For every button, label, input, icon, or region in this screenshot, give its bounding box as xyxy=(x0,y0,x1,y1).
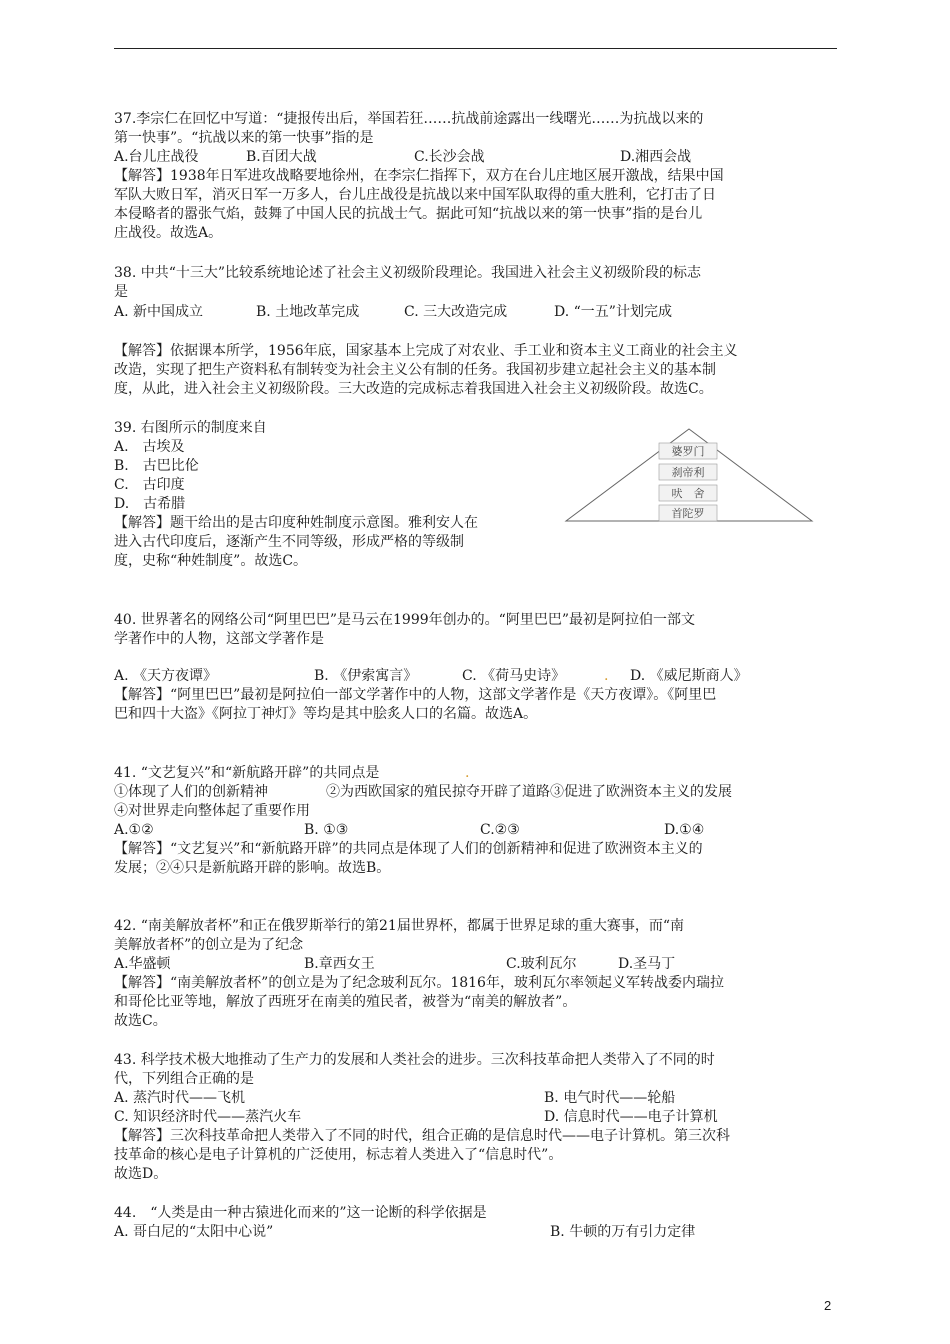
q41-answer: 发展；②④只是新航路开辟的影响。故选B。 xyxy=(114,860,391,876)
question-43 xyxy=(114,1051,839,1184)
q42-option-a: A.华盛顿 xyxy=(114,956,171,972)
q39-option-b: B. 古巴比伦 xyxy=(114,458,199,474)
q39-option-d: D. 古希腊 xyxy=(114,496,186,512)
q41-answer: 【解答】“文艺复兴”和“新航路开辟”的共同点是体现了人们的创新精神和促进了欧洲资本主义的 xyxy=(114,841,703,857)
q44-option-a: A. 哥白尼的“太阳中心说” xyxy=(114,1224,274,1240)
question-38 xyxy=(114,264,839,322)
question-42 xyxy=(114,917,839,1031)
q41-option-a: A.①② xyxy=(114,822,154,838)
q37-option-a: A.台儿庄战役 xyxy=(114,149,199,165)
q38-option-d: D. “一五”计划完成 xyxy=(554,304,672,320)
question-41 xyxy=(114,764,839,878)
q37-option-c: C.长沙会战 xyxy=(414,149,485,165)
q41-items-2-3: ②为西欧国家的殖民掠夺开辟了道路③促进了欧洲资本主义的发展 xyxy=(326,784,732,800)
q43-stem: 代，下列组合正确的是 xyxy=(114,1071,254,1087)
q39-answer: 进入古代印度后，逐渐产生不同等级，形成严格的等级制 xyxy=(114,534,464,550)
q38-answer: 【解答】依据课本所学，1956年底，国家基本上完成了对农业、手工业和资本主义工商业的社会主义 xyxy=(114,343,738,359)
pyramid-label-kshatriya: 刹帝利 xyxy=(671,466,705,479)
q40-option-c: C. 《荷马史诗》 xyxy=(462,668,566,684)
q41-item-4: ④对世界走向整体起了重要作用 xyxy=(114,803,310,819)
pyramid-label-brahmin: 婆罗门 xyxy=(671,445,705,458)
q43-answer: 技革命的核心是电子计算机的广泛使用，标志着人类进入了“信息时代”。 xyxy=(114,1147,563,1163)
pyramid-label-vaishya: 吠 舍 xyxy=(671,487,705,500)
q41-option-c: C.②③ xyxy=(480,822,520,838)
header-rule xyxy=(114,48,837,49)
q37-stem: 37.李宗仁在回忆中写道：“捷报传出后，举国若狂……抗战前途露出一线曙光……为抗战以来的 xyxy=(114,111,704,127)
pyramid-label-shudra: 首陀罗 xyxy=(671,507,705,520)
q37-stem: 第一快事”。“抗战以来的第一快事”指的是 xyxy=(114,130,374,146)
q37-answer: 庄战役。故选A。 xyxy=(114,225,223,241)
q40-answer: 巴和四十大盗》《阿拉丁神灯》等均是其中脍炙人口的名篇。故选A。 xyxy=(114,706,538,722)
question-40 xyxy=(114,611,839,649)
q38-answer: 度，从此，进入社会主义初级阶段。三大改造的完成标志着我国进入社会主义初级阶段。故选C。 xyxy=(114,381,713,397)
q43-option-c: C. 知识经济时代——蒸汽火车 xyxy=(114,1109,302,1125)
page-number: 2 xyxy=(824,1298,832,1313)
q42-option-c: C.玻利瓦尔 xyxy=(506,956,577,972)
question-37 xyxy=(114,110,839,243)
q40-options xyxy=(114,667,839,724)
q39-option-c: C. 古印度 xyxy=(114,477,185,493)
q43-option-d: D. 信息时代——电子计算机 xyxy=(544,1109,718,1125)
q42-stem: 42. “南美解放者杯”和正在俄罗斯举行的第21届世界杯，都属于世界足球的重大赛事，而“南 xyxy=(114,918,684,934)
q38-stem: 是 xyxy=(114,284,128,300)
q43-answer: 【解答】三次科技革命把人类带入了不同的时代，组合正确的是信息时代——电子计算机。第三次科 xyxy=(114,1128,730,1144)
q39-stem: 39. 右图所示的制度来自 xyxy=(114,420,267,436)
q38-answer: 改造，实现了把生产资料私有制转变为社会主义公有制的任务。我国初步建立起社会主义的基本制 xyxy=(114,362,716,378)
q37-option-d: D.湘西会战 xyxy=(620,149,692,165)
q41-option-d: D.①④ xyxy=(664,822,705,838)
q38-answer-block xyxy=(114,342,839,399)
q42-option-b: B.章西女王 xyxy=(304,956,375,972)
q44-stem: 44. “人类是由一种古猿进化而来的”这一论断的科学依据是 xyxy=(114,1205,487,1221)
q37-answer: 本侵略者的嚣张气焰，鼓舞了中国人民的抗战士气。据此可知“抗战以来的第一快事”指的是台儿 xyxy=(114,206,703,222)
q41-option-b: B. ①③ xyxy=(304,822,349,838)
q38-option-a: A. 新中国成立 xyxy=(114,304,204,320)
q40-answer: 【解答】“阿里巴巴”最初是阿拉伯一部文学著作中的人物，这部文学著作是《天方夜谭》。《阿里巴 xyxy=(114,687,717,703)
q41-dot: . xyxy=(465,765,470,781)
q37-answer: 【解答】1938年日军进攻战略要地徐州，在李宗仁指挥下，双方在台儿庄地区展开激战，结果中国 xyxy=(114,168,724,184)
q43-option-a: A. 蒸汽时代——飞机 xyxy=(114,1090,246,1106)
q42-stem: 美解放者杯”的创立是为了纪念 xyxy=(114,937,304,953)
q43-answer: 故选D。 xyxy=(114,1166,168,1182)
q40-option-a: A. 《天方夜谭》 xyxy=(114,668,218,684)
q42-answer: 和哥伦比亚等地，解放了西班牙在南美的殖民者，被誉为“南美的解放者”。 xyxy=(114,994,577,1010)
q42-option-d: D.圣马丁 xyxy=(618,956,676,972)
q40-option-b: B. 《伊索寓言》 xyxy=(314,668,418,684)
q41-item-1: ①体现了人们的创新精神 xyxy=(114,784,268,800)
q42-answer: 故选C。 xyxy=(114,1013,167,1029)
q38-option-c: C. 三大改造完成 xyxy=(404,304,508,320)
q40-stem: 40. 世界著名的网络公司“阿里巴巴”是马云在1999年创办的。“阿里巴巴”最初是阿拉伯一部文 xyxy=(114,612,695,628)
question-44 xyxy=(114,1204,839,1242)
q38-option-b: B. 土地改革完成 xyxy=(256,304,360,320)
q40-stem: 学著作中的人物，这部文学著作是 xyxy=(114,631,324,647)
q37-option-b: B.百团大战 xyxy=(246,149,317,165)
q39-answer: 度，史称“种姓制度”。故选C。 xyxy=(114,553,308,569)
q39-answer: 【解答】题干给出的是古印度种姓制度示意图。雅利安人在 xyxy=(114,515,478,531)
q42-answer: 【解答】“南美解放者杯”的创立是为了纪念玻利瓦尔。1816年，玻利瓦尔率领起义军转战委内瑞拉 xyxy=(114,975,724,991)
q43-stem: 43. 科学技术极大地推动了生产力的发展和人类社会的进步。三次科技革命把人类带入了不同的时 xyxy=(114,1052,715,1068)
q43-option-b: B. 电气时代——轮船 xyxy=(544,1090,676,1106)
q40-dot: . xyxy=(604,668,609,684)
q40-option-d: D. 《威尼斯商人》 xyxy=(630,668,748,684)
q44-option-b: B. 牛顿的万有引力定律 xyxy=(550,1224,696,1240)
q38-stem: 38. 中共“十三大”比较系统地论述了社会主义初级阶段理论。我国进入社会主义初级阶段的标志 xyxy=(114,265,702,281)
q39-option-a: A. 古埃及 xyxy=(114,439,185,455)
q37-answer: 军队大败日军，消灭日军一万多人，台儿庄战役是抗战以来中国军队取得的重大胜利，它打击了日 xyxy=(114,187,716,203)
caste-pyramid-diagram xyxy=(564,425,814,525)
q41-stem: 41. “文艺复兴”和“新航路开辟”的共同点是 xyxy=(114,765,380,781)
